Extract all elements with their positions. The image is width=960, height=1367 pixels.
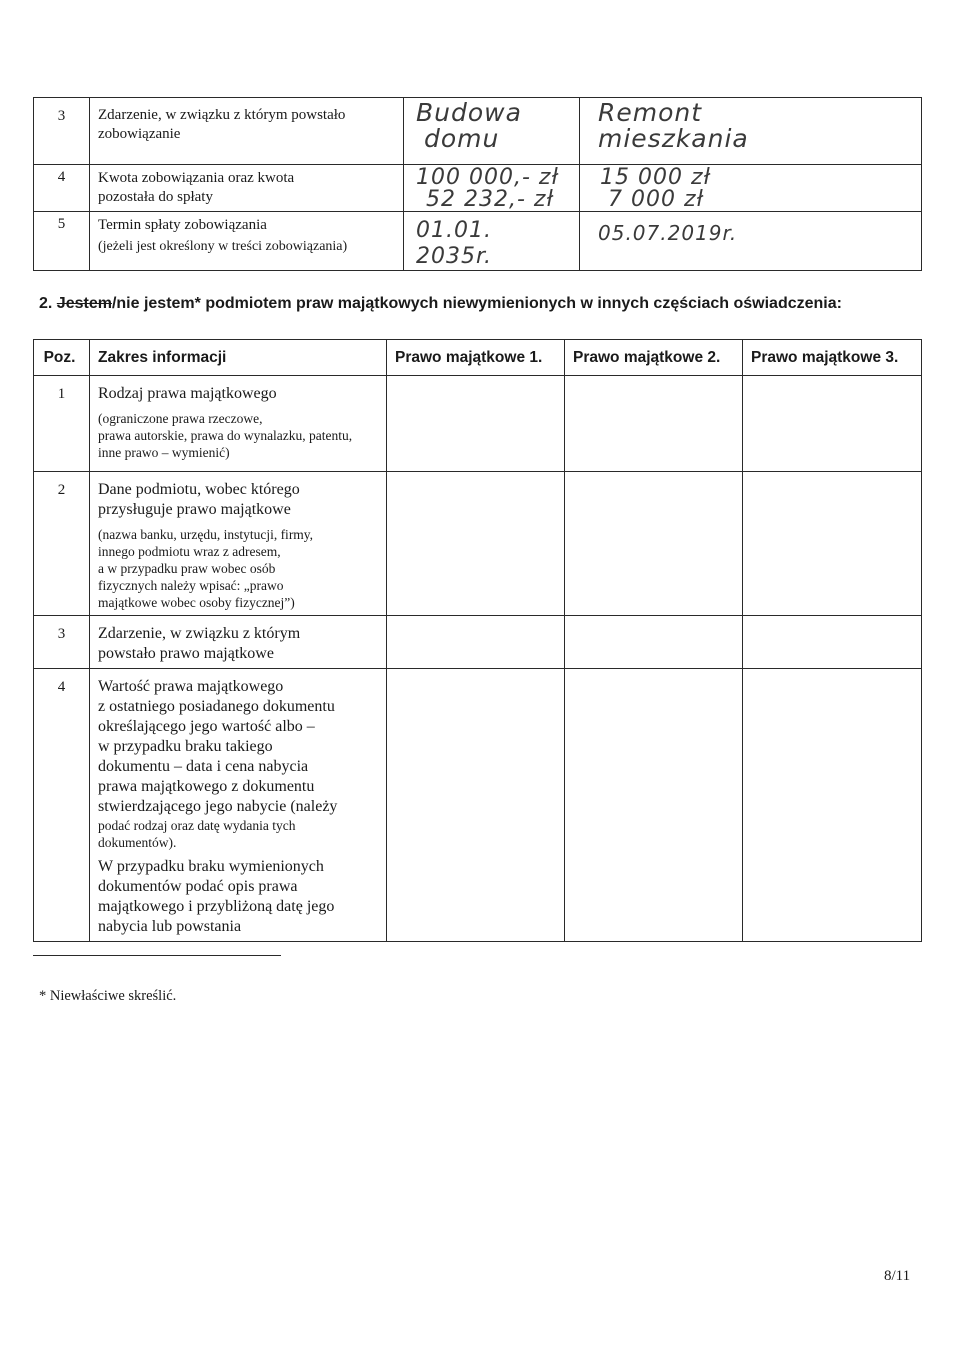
footnote-divider (33, 955, 281, 956)
row-label: Wartość prawa majątkowego z ostatniego posiadanego dokumentu określającego jego wartość albo – w przypadku braku takiego dokumentu – data i cena nabycia prawa majątkowego z dokumentu stwierdzającego jego nabycie (należy podać rodzaj oraz datę wydania tych dokumentów). W przypadku braku wymienionych dokumentów podać opis prawa majątkowego i przybliżoną datę jego nabycia lub powstania (90, 669, 387, 942)
table-row (34, 472, 922, 616)
row-number: 4 (34, 669, 90, 942)
row-number: 5 (34, 212, 90, 271)
heading-text: /nie jestem* podmiotem praw majątkowych niewymienionych w innych częściach oświadczenia: (111, 295, 842, 312)
row-number: 3 (34, 616, 90, 669)
row-label: Kwota zobowiązania oraz kwota pozostała do spłaty (90, 165, 404, 212)
section-number: 2. (39, 295, 53, 312)
header-prawo-1: Prawo majątkowe 1. (387, 340, 565, 376)
row-number: 1 (34, 376, 90, 472)
handwritten-value-2: Remont mieszkania (580, 98, 922, 165)
value-cell[interactable] (387, 376, 565, 472)
row-number: 3 (34, 98, 90, 165)
handwritten-value-1: Budowa domu (404, 98, 580, 165)
row-number: 2 (34, 472, 90, 616)
header-prawo-3: Prawo majątkowe 3. (743, 340, 922, 376)
value-cell[interactable] (743, 376, 922, 472)
table-row (34, 669, 922, 942)
liabilities-table (33, 97, 922, 271)
property-rights-table (33, 339, 922, 942)
page-number: 8/11 (884, 1268, 911, 1284)
handwritten-value-2: 15 000 zł 7 000 zł (580, 165, 922, 212)
row-label: Zdarzenie, w związku z którym powstało prawo majątkowe (90, 616, 387, 669)
row-number: 4 (34, 165, 90, 212)
table-row (34, 165, 922, 212)
header-zakres: Zakres informacji (90, 340, 387, 376)
value-cell[interactable] (743, 472, 922, 616)
value-cell[interactable] (565, 616, 743, 669)
value-cell[interactable] (565, 669, 743, 942)
value-cell[interactable] (387, 616, 565, 669)
handwritten-value-1: 01.01. 2035r. (404, 212, 580, 271)
value-cell[interactable] (565, 472, 743, 616)
section-2-heading (39, 295, 842, 313)
table-row (34, 616, 922, 669)
row-label: Zdarzenie, w związku z którym powstało zobowiązanie (90, 98, 404, 165)
value-cell[interactable] (565, 376, 743, 472)
value-cell[interactable] (743, 616, 922, 669)
value-cell[interactable] (743, 669, 922, 942)
footnote: * Niewłaściwe skreślić. (39, 988, 177, 1004)
table-row (34, 376, 922, 472)
table-row (34, 212, 922, 271)
struck-word: Jestem (56, 295, 112, 312)
value-cell[interactable] (387, 669, 565, 942)
header-poz: Poz. (34, 340, 90, 376)
row-label: Rodzaj prawa majątkowego (ograniczone prawa rzeczowe, prawa autorskie, prawa do wynalazku, patentu, inne prawo – wymienić) (90, 376, 387, 472)
table-row (34, 98, 922, 165)
value-cell[interactable] (387, 472, 565, 616)
row-label: Termin spłaty zobowiązania (jeżeli jest określony w treści zobowiązania) (90, 212, 404, 271)
header-prawo-2: Prawo majątkowe 2. (565, 340, 743, 376)
handwritten-value-2: 05.07.2019r. (580, 212, 922, 271)
row-label: Dane podmiotu, wobec którego przysługuje prawo majątkowe (nazwa banku, urzędu, instytucji, firmy, innego podmiotu wraz z adresem, a w przypadku praw wobec osób fizycznych należy wpisać: „prawo majątkowe wobec osoby fizycznej”) (90, 472, 387, 616)
handwritten-value-1: 100 000,- zł 52 232,- zł (404, 165, 580, 212)
table-header-row (34, 340, 922, 376)
